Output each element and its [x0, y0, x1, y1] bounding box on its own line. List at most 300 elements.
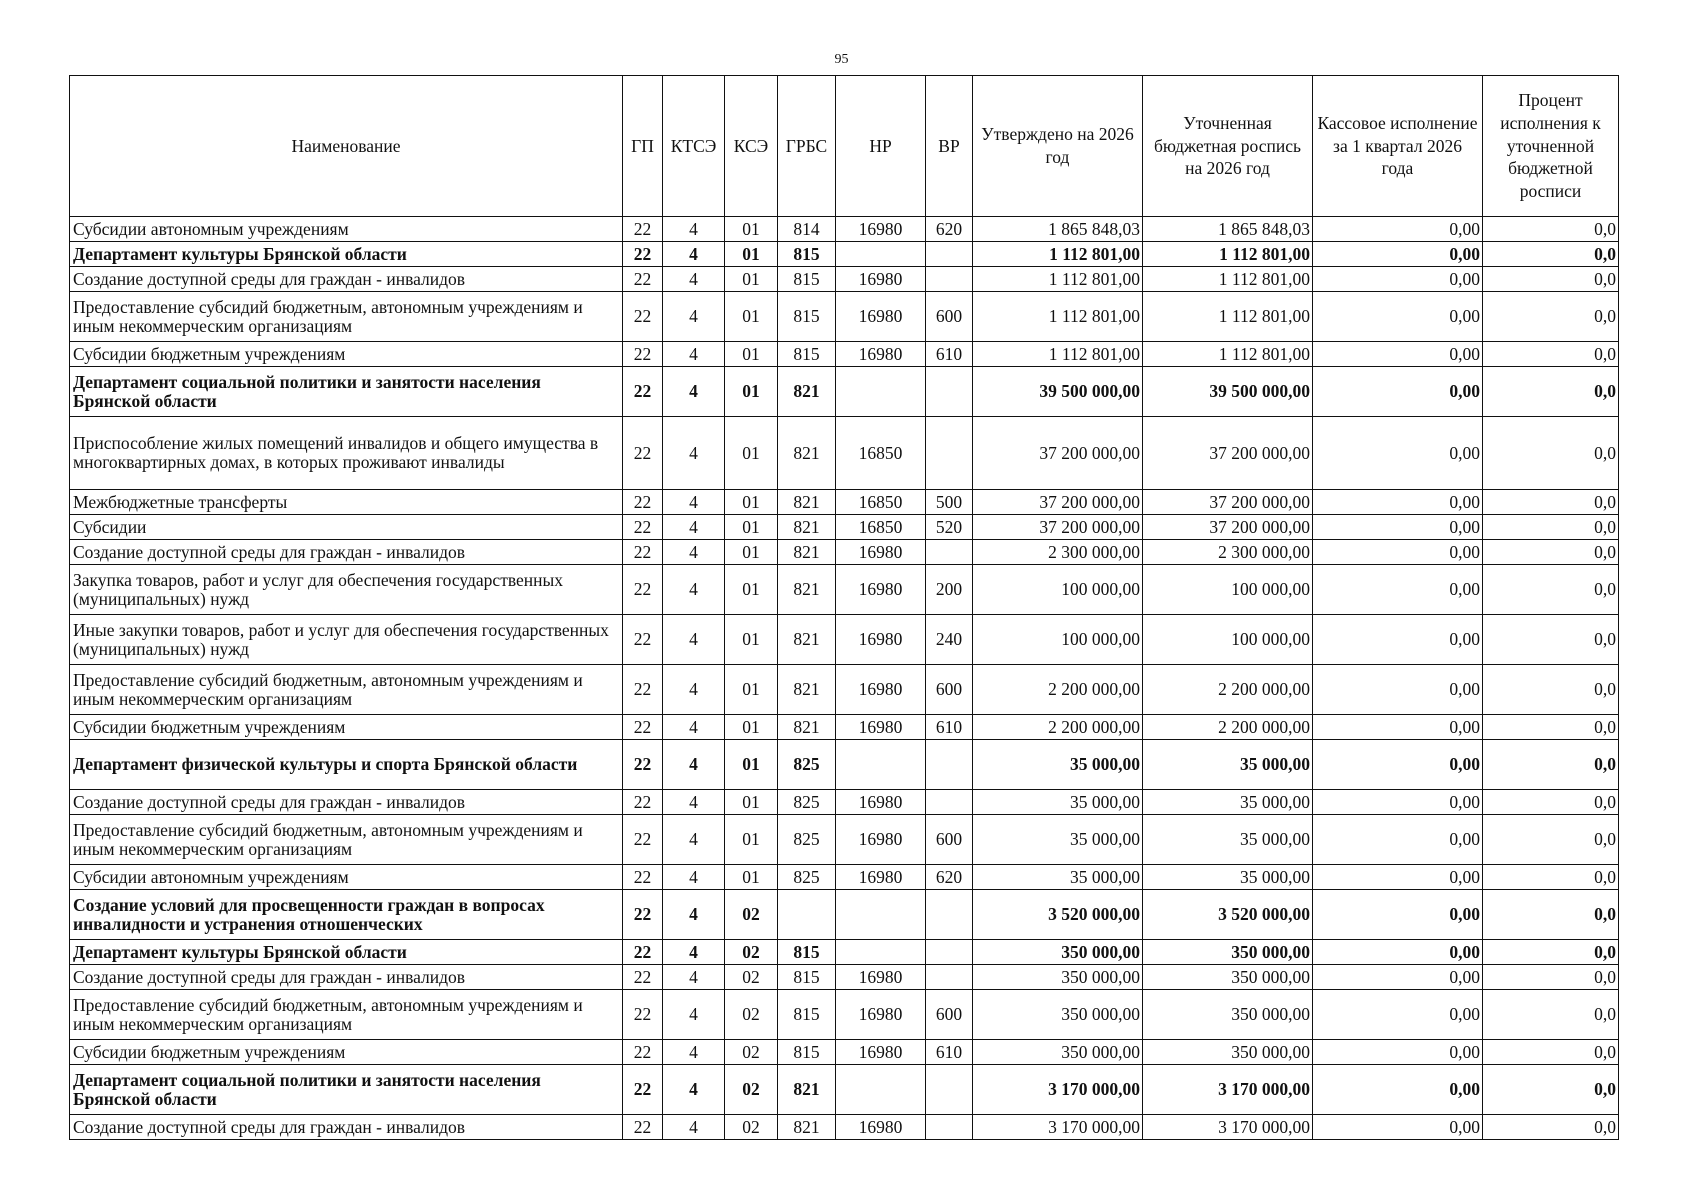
cell-kse: 01: [725, 217, 778, 242]
cell-ktse: 4: [663, 540, 725, 565]
cell-name: Субсидии бюджетным учреждениям: [70, 342, 623, 367]
header-approved: Утверждено на 2026 год: [973, 76, 1143, 217]
cell-kse: 01: [725, 417, 778, 490]
cell-percent: 0,0: [1483, 417, 1619, 490]
cell-refined: 3 520 000,00: [1143, 890, 1313, 940]
cell-gp: 22: [623, 940, 663, 965]
cell-approved: 37 200 000,00: [973, 515, 1143, 540]
budget-table: [69, 75, 1619, 1140]
cell-refined: 350 000,00: [1143, 990, 1313, 1040]
cell-name: Создание доступной среды для граждан - инвалидов: [70, 1115, 623, 1140]
cell-cash: 0,00: [1313, 740, 1483, 790]
cell-name: Департамент культуры Брянской области: [70, 940, 623, 965]
cell-nr: 16980: [836, 665, 926, 715]
cell-refined: 1 112 801,00: [1143, 342, 1313, 367]
cell-refined: 1 865 848,03: [1143, 217, 1313, 242]
cell-kse: 01: [725, 490, 778, 515]
table-row: [70, 990, 1619, 1040]
cell-name: Межбюджетные трансферты: [70, 490, 623, 515]
cell-nr: [836, 890, 926, 940]
cell-gp: 22: [623, 565, 663, 615]
page-number: 95: [834, 52, 849, 67]
cell-kse: 01: [725, 790, 778, 815]
cell-name: Субсидии бюджетным учреждениям: [70, 1040, 623, 1065]
cell-grbs: 815: [778, 292, 836, 342]
cell-nr: 16980: [836, 540, 926, 565]
cell-approved: 100 000,00: [973, 615, 1143, 665]
cell-nr: 16980: [836, 1040, 926, 1065]
cell-cash: 0,00: [1313, 815, 1483, 865]
cell-grbs: 815: [778, 940, 836, 965]
cell-kse: 02: [725, 990, 778, 1040]
cell-kse: 01: [725, 815, 778, 865]
cell-approved: 2 200 000,00: [973, 715, 1143, 740]
cell-approved: 2 200 000,00: [973, 665, 1143, 715]
cell-name: Департамент социальной политики и занятости населения Брянской области: [70, 1065, 623, 1115]
cell-approved: 350 000,00: [973, 965, 1143, 990]
cell-approved: 1 112 801,00: [973, 292, 1143, 342]
cell-approved: 3 170 000,00: [973, 1115, 1143, 1140]
cell-kse: 01: [725, 665, 778, 715]
cell-grbs: 825: [778, 740, 836, 790]
cell-grbs: 821: [778, 515, 836, 540]
cell-gp: 22: [623, 715, 663, 740]
cell-refined: 39 500 000,00: [1143, 367, 1313, 417]
cell-gp: 22: [623, 267, 663, 292]
cell-gp: 22: [623, 615, 663, 665]
cell-ktse: 4: [663, 1065, 725, 1115]
cell-approved: 35 000,00: [973, 790, 1143, 815]
cell-grbs: 821: [778, 1065, 836, 1115]
cell-gp: 22: [623, 1115, 663, 1140]
cell-approved: 39 500 000,00: [973, 367, 1143, 417]
cell-cash: 0,00: [1313, 1065, 1483, 1115]
cell-name: Субсидии автономным учреждениям: [70, 865, 623, 890]
cell-nr: 16980: [836, 292, 926, 342]
cell-nr: 16850: [836, 417, 926, 490]
cell-vr: [926, 367, 973, 417]
cell-gp: 22: [623, 242, 663, 267]
cell-kse: 02: [725, 1040, 778, 1065]
cell-ktse: 4: [663, 490, 725, 515]
cell-kse: 02: [725, 1065, 778, 1115]
cell-percent: 0,0: [1483, 1115, 1619, 1140]
cell-cash: 0,00: [1313, 940, 1483, 965]
cell-grbs: 814: [778, 217, 836, 242]
cell-ktse: 4: [663, 1040, 725, 1065]
cell-refined: 2 300 000,00: [1143, 540, 1313, 565]
cell-name: Создание доступной среды для граждан - инвалидов: [70, 540, 623, 565]
cell-approved: 1 865 848,03: [973, 217, 1143, 242]
cell-nr: 16980: [836, 342, 926, 367]
cell-approved: 100 000,00: [973, 565, 1143, 615]
cell-nr: [836, 242, 926, 267]
cell-grbs: 825: [778, 815, 836, 865]
cell-refined: 3 170 000,00: [1143, 1065, 1313, 1115]
cell-kse: 01: [725, 565, 778, 615]
cell-vr: [926, 790, 973, 815]
table-row: [70, 267, 1619, 292]
cell-nr: 16980: [836, 565, 926, 615]
cell-vr: [926, 242, 973, 267]
cell-nr: 16980: [836, 267, 926, 292]
cell-nr: [836, 1065, 926, 1115]
cell-name: Департамент социальной политики и занятости населения Брянской области: [70, 367, 623, 417]
table-row: [70, 865, 1619, 890]
cell-cash: 0,00: [1313, 417, 1483, 490]
cell-percent: 0,0: [1483, 565, 1619, 615]
cell-refined: 1 112 801,00: [1143, 242, 1313, 267]
cell-percent: 0,0: [1483, 1065, 1619, 1115]
cell-grbs: 821: [778, 540, 836, 565]
cell-approved: 37 200 000,00: [973, 490, 1143, 515]
cell-nr: 16980: [836, 615, 926, 665]
cell-cash: 0,00: [1313, 342, 1483, 367]
cell-gp: 22: [623, 540, 663, 565]
header-gp: ГП: [623, 76, 663, 217]
cell-cash: 0,00: [1313, 1040, 1483, 1065]
cell-refined: 35 000,00: [1143, 790, 1313, 815]
table-row: [70, 515, 1619, 540]
cell-name: Субсидии бюджетным учреждениям: [70, 715, 623, 740]
cell-ktse: 4: [663, 1115, 725, 1140]
cell-vr: 600: [926, 990, 973, 1040]
cell-gp: 22: [623, 665, 663, 715]
cell-kse: 01: [725, 740, 778, 790]
table-row: [70, 615, 1619, 665]
cell-cash: 0,00: [1313, 565, 1483, 615]
cell-refined: 37 200 000,00: [1143, 490, 1313, 515]
table-row: [70, 342, 1619, 367]
cell-gp: 22: [623, 292, 663, 342]
cell-grbs: 815: [778, 990, 836, 1040]
cell-cash: 0,00: [1313, 242, 1483, 267]
cell-name: Закупка товаров, работ и услуг для обеспечения государственных (муниципальных) нужд: [70, 565, 623, 615]
cell-gp: 22: [623, 417, 663, 490]
table-row: [70, 815, 1619, 865]
cell-ktse: 4: [663, 940, 725, 965]
cell-ktse: 4: [663, 417, 725, 490]
cell-vr: [926, 940, 973, 965]
cell-nr: 16980: [836, 1115, 926, 1140]
cell-grbs: 821: [778, 490, 836, 515]
cell-gp: 22: [623, 990, 663, 1040]
header-kse: КСЭ: [725, 76, 778, 217]
cell-percent: 0,0: [1483, 940, 1619, 965]
cell-approved: 3 520 000,00: [973, 890, 1143, 940]
table-row: [70, 565, 1619, 615]
cell-approved: 2 300 000,00: [973, 540, 1143, 565]
cell-percent: 0,0: [1483, 665, 1619, 715]
cell-name: Создание доступной среды для граждан - инвалидов: [70, 965, 623, 990]
cell-ktse: 4: [663, 267, 725, 292]
cell-refined: 1 112 801,00: [1143, 267, 1313, 292]
cell-nr: 16850: [836, 515, 926, 540]
cell-grbs: 821: [778, 615, 836, 665]
table-row: [70, 1115, 1619, 1140]
header-name: Наименование: [70, 76, 623, 217]
cell-ktse: 4: [663, 865, 725, 890]
cell-refined: 37 200 000,00: [1143, 515, 1313, 540]
cell-name: Предоставление субсидий бюджетным, автономным учреждениям и иным некоммерческим организациям: [70, 665, 623, 715]
cell-percent: 0,0: [1483, 740, 1619, 790]
cell-gp: 22: [623, 367, 663, 417]
cell-cash: 0,00: [1313, 292, 1483, 342]
table-row: [70, 490, 1619, 515]
cell-vr: [926, 890, 973, 940]
cell-ktse: 4: [663, 515, 725, 540]
cell-cash: 0,00: [1313, 865, 1483, 890]
cell-nr: 16980: [836, 865, 926, 890]
cell-vr: 600: [926, 292, 973, 342]
cell-cash: 0,00: [1313, 267, 1483, 292]
cell-grbs: 825: [778, 865, 836, 890]
table-header: [70, 76, 1619, 217]
cell-percent: 0,0: [1483, 965, 1619, 990]
cell-refined: 100 000,00: [1143, 565, 1313, 615]
cell-vr: 520: [926, 515, 973, 540]
cell-ktse: 4: [663, 292, 725, 342]
cell-kse: 01: [725, 267, 778, 292]
cell-refined: 35 000,00: [1143, 815, 1313, 865]
cell-ktse: 4: [663, 790, 725, 815]
cell-approved: 35 000,00: [973, 740, 1143, 790]
table-row: [70, 965, 1619, 990]
cell-gp: 22: [623, 217, 663, 242]
cell-vr: 600: [926, 665, 973, 715]
cell-percent: 0,0: [1483, 540, 1619, 565]
cell-name: Департамент культуры Брянской области: [70, 242, 623, 267]
cell-gp: 22: [623, 790, 663, 815]
cell-kse: 01: [725, 540, 778, 565]
cell-ktse: 4: [663, 715, 725, 740]
cell-cash: 0,00: [1313, 490, 1483, 515]
cell-vr: [926, 540, 973, 565]
cell-approved: 1 112 801,00: [973, 242, 1143, 267]
cell-refined: 2 200 000,00: [1143, 715, 1313, 740]
cell-percent: 0,0: [1483, 367, 1619, 417]
cell-refined: 350 000,00: [1143, 1040, 1313, 1065]
table-row: [70, 1065, 1619, 1115]
cell-gp: 22: [623, 965, 663, 990]
cell-grbs: 825: [778, 790, 836, 815]
header-ktse: КТСЭ: [663, 76, 725, 217]
cell-grbs: 821: [778, 1115, 836, 1140]
cell-name: Предоставление субсидий бюджетным, автономным учреждениям и иным некоммерческим организациям: [70, 815, 623, 865]
cell-refined: 35 000,00: [1143, 865, 1313, 890]
cell-name: Создание доступной среды для граждан - инвалидов: [70, 790, 623, 815]
cell-vr: 610: [926, 1040, 973, 1065]
cell-kse: 01: [725, 292, 778, 342]
cell-ktse: 4: [663, 367, 725, 417]
cell-nr: 16980: [836, 965, 926, 990]
cell-nr: 16980: [836, 990, 926, 1040]
cell-percent: 0,0: [1483, 815, 1619, 865]
cell-nr: 16980: [836, 815, 926, 865]
cell-cash: 0,00: [1313, 665, 1483, 715]
table-row: [70, 417, 1619, 490]
cell-gp: 22: [623, 515, 663, 540]
header-refined: Уточненная бюджетная роспись на 2026 год: [1143, 76, 1313, 217]
cell-grbs: 815: [778, 342, 836, 367]
cell-ktse: 4: [663, 990, 725, 1040]
header-cash: Кассовое исполнение за 1 квартал 2026 года: [1313, 76, 1483, 217]
cell-refined: 1 112 801,00: [1143, 292, 1313, 342]
cell-vr: [926, 267, 973, 292]
cell-ktse: 4: [663, 815, 725, 865]
cell-name: Предоставление субсидий бюджетным, автономным учреждениям и иным некоммерческим организациям: [70, 292, 623, 342]
cell-ktse: 4: [663, 565, 725, 615]
table-row: [70, 540, 1619, 565]
cell-name: Создание доступной среды для граждан - инвалидов: [70, 267, 623, 292]
cell-name: Приспособление жилых помещений инвалидов и общего имущества в многоквартирных домах, в которых проживают инвалиды: [70, 417, 623, 490]
table-row: [70, 715, 1619, 740]
cell-name: Субсидии: [70, 515, 623, 540]
header-grbs: ГРБС: [778, 76, 836, 217]
cell-refined: 35 000,00: [1143, 740, 1313, 790]
cell-cash: 0,00: [1313, 615, 1483, 665]
cell-vr: 620: [926, 217, 973, 242]
cell-name: Субсидии автономным учреждениям: [70, 217, 623, 242]
cell-cash: 0,00: [1313, 367, 1483, 417]
cell-ktse: 4: [663, 965, 725, 990]
cell-grbs: 821: [778, 665, 836, 715]
cell-grbs: 815: [778, 965, 836, 990]
cell-kse: 01: [725, 715, 778, 740]
cell-nr: 16980: [836, 715, 926, 740]
cell-ktse: 4: [663, 342, 725, 367]
cell-gp: 22: [623, 865, 663, 890]
cell-grbs: 821: [778, 367, 836, 417]
cell-ktse: 4: [663, 217, 725, 242]
cell-gp: 22: [623, 890, 663, 940]
table-row: [70, 790, 1619, 815]
cell-cash: 0,00: [1313, 990, 1483, 1040]
cell-ktse: 4: [663, 740, 725, 790]
cell-percent: 0,0: [1483, 615, 1619, 665]
cell-nr: [836, 740, 926, 790]
cell-percent: 0,0: [1483, 342, 1619, 367]
cell-cash: 0,00: [1313, 715, 1483, 740]
cell-vr: 610: [926, 715, 973, 740]
cell-kse: 02: [725, 890, 778, 940]
cell-refined: 3 170 000,00: [1143, 1115, 1313, 1140]
table-row: [70, 740, 1619, 790]
cell-kse: 02: [725, 940, 778, 965]
cell-cash: 0,00: [1313, 965, 1483, 990]
cell-name: Иные закупки товаров, работ и услуг для обеспечения государственных (муниципальных) нужд: [70, 615, 623, 665]
cell-kse: 01: [725, 865, 778, 890]
header-vr: ВР: [926, 76, 973, 217]
cell-approved: 1 112 801,00: [973, 267, 1143, 292]
cell-kse: 02: [725, 1115, 778, 1140]
cell-percent: 0,0: [1483, 790, 1619, 815]
cell-cash: 0,00: [1313, 515, 1483, 540]
cell-cash: 0,00: [1313, 890, 1483, 940]
cell-ktse: 4: [663, 890, 725, 940]
cell-nr: 16980: [836, 217, 926, 242]
cell-percent: 0,0: [1483, 865, 1619, 890]
cell-vr: [926, 1065, 973, 1115]
cell-vr: 500: [926, 490, 973, 515]
cell-grbs: 815: [778, 267, 836, 292]
cell-percent: 0,0: [1483, 490, 1619, 515]
cell-gp: 22: [623, 490, 663, 515]
cell-vr: [926, 965, 973, 990]
cell-gp: 22: [623, 1065, 663, 1115]
cell-vr: 610: [926, 342, 973, 367]
cell-kse: 01: [725, 615, 778, 665]
cell-nr: [836, 367, 926, 417]
cell-gp: 22: [623, 815, 663, 865]
cell-approved: 350 000,00: [973, 1040, 1143, 1065]
cell-percent: 0,0: [1483, 515, 1619, 540]
cell-name: Создание условий для просвещенности граждан в вопросах инвалидности и устранения отношенческих: [70, 890, 623, 940]
header-percent: Процент исполнения к уточненной бюджетной росписи: [1483, 76, 1619, 217]
cell-grbs: 815: [778, 242, 836, 267]
table-row: [70, 367, 1619, 417]
cell-kse: 01: [725, 367, 778, 417]
cell-ktse: 4: [663, 615, 725, 665]
cell-kse: 01: [725, 242, 778, 267]
cell-grbs: 821: [778, 715, 836, 740]
cell-percent: 0,0: [1483, 242, 1619, 267]
cell-cash: 0,00: [1313, 1115, 1483, 1140]
cell-refined: 350 000,00: [1143, 940, 1313, 965]
cell-cash: 0,00: [1313, 540, 1483, 565]
table-row: [70, 940, 1619, 965]
cell-grbs: 821: [778, 417, 836, 490]
cell-gp: 22: [623, 740, 663, 790]
cell-percent: 0,0: [1483, 292, 1619, 342]
cell-percent: 0,0: [1483, 990, 1619, 1040]
cell-kse: 02: [725, 965, 778, 990]
cell-vr: 620: [926, 865, 973, 890]
cell-name: Предоставление субсидий бюджетным, автономным учреждениям и иным некоммерческим организациям: [70, 990, 623, 1040]
table-body: [70, 217, 1619, 1140]
cell-refined: 2 200 000,00: [1143, 665, 1313, 715]
cell-percent: 0,0: [1483, 715, 1619, 740]
cell-kse: 01: [725, 342, 778, 367]
cell-vr: [926, 417, 973, 490]
cell-nr: 16980: [836, 790, 926, 815]
table-row: [70, 292, 1619, 342]
cell-nr: [836, 940, 926, 965]
cell-approved: 3 170 000,00: [973, 1065, 1143, 1115]
cell-vr: 600: [926, 815, 973, 865]
cell-vr: 240: [926, 615, 973, 665]
cell-percent: 0,0: [1483, 267, 1619, 292]
table-row: [70, 890, 1619, 940]
cell-nr: 16850: [836, 490, 926, 515]
table-row: [70, 242, 1619, 267]
cell-approved: 37 200 000,00: [973, 417, 1143, 490]
cell-vr: [926, 1115, 973, 1140]
cell-grbs: 821: [778, 565, 836, 615]
cell-cash: 0,00: [1313, 217, 1483, 242]
cell-approved: 350 000,00: [973, 990, 1143, 1040]
cell-approved: 350 000,00: [973, 940, 1143, 965]
table-row: [70, 1040, 1619, 1065]
cell-percent: 0,0: [1483, 217, 1619, 242]
cell-vr: 200: [926, 565, 973, 615]
cell-name: Департамент физической культуры и спорта Брянской области: [70, 740, 623, 790]
cell-refined: 350 000,00: [1143, 965, 1313, 990]
cell-grbs: 815: [778, 1040, 836, 1065]
cell-percent: 0,0: [1483, 890, 1619, 940]
cell-cash: 0,00: [1313, 790, 1483, 815]
cell-approved: 35 000,00: [973, 865, 1143, 890]
